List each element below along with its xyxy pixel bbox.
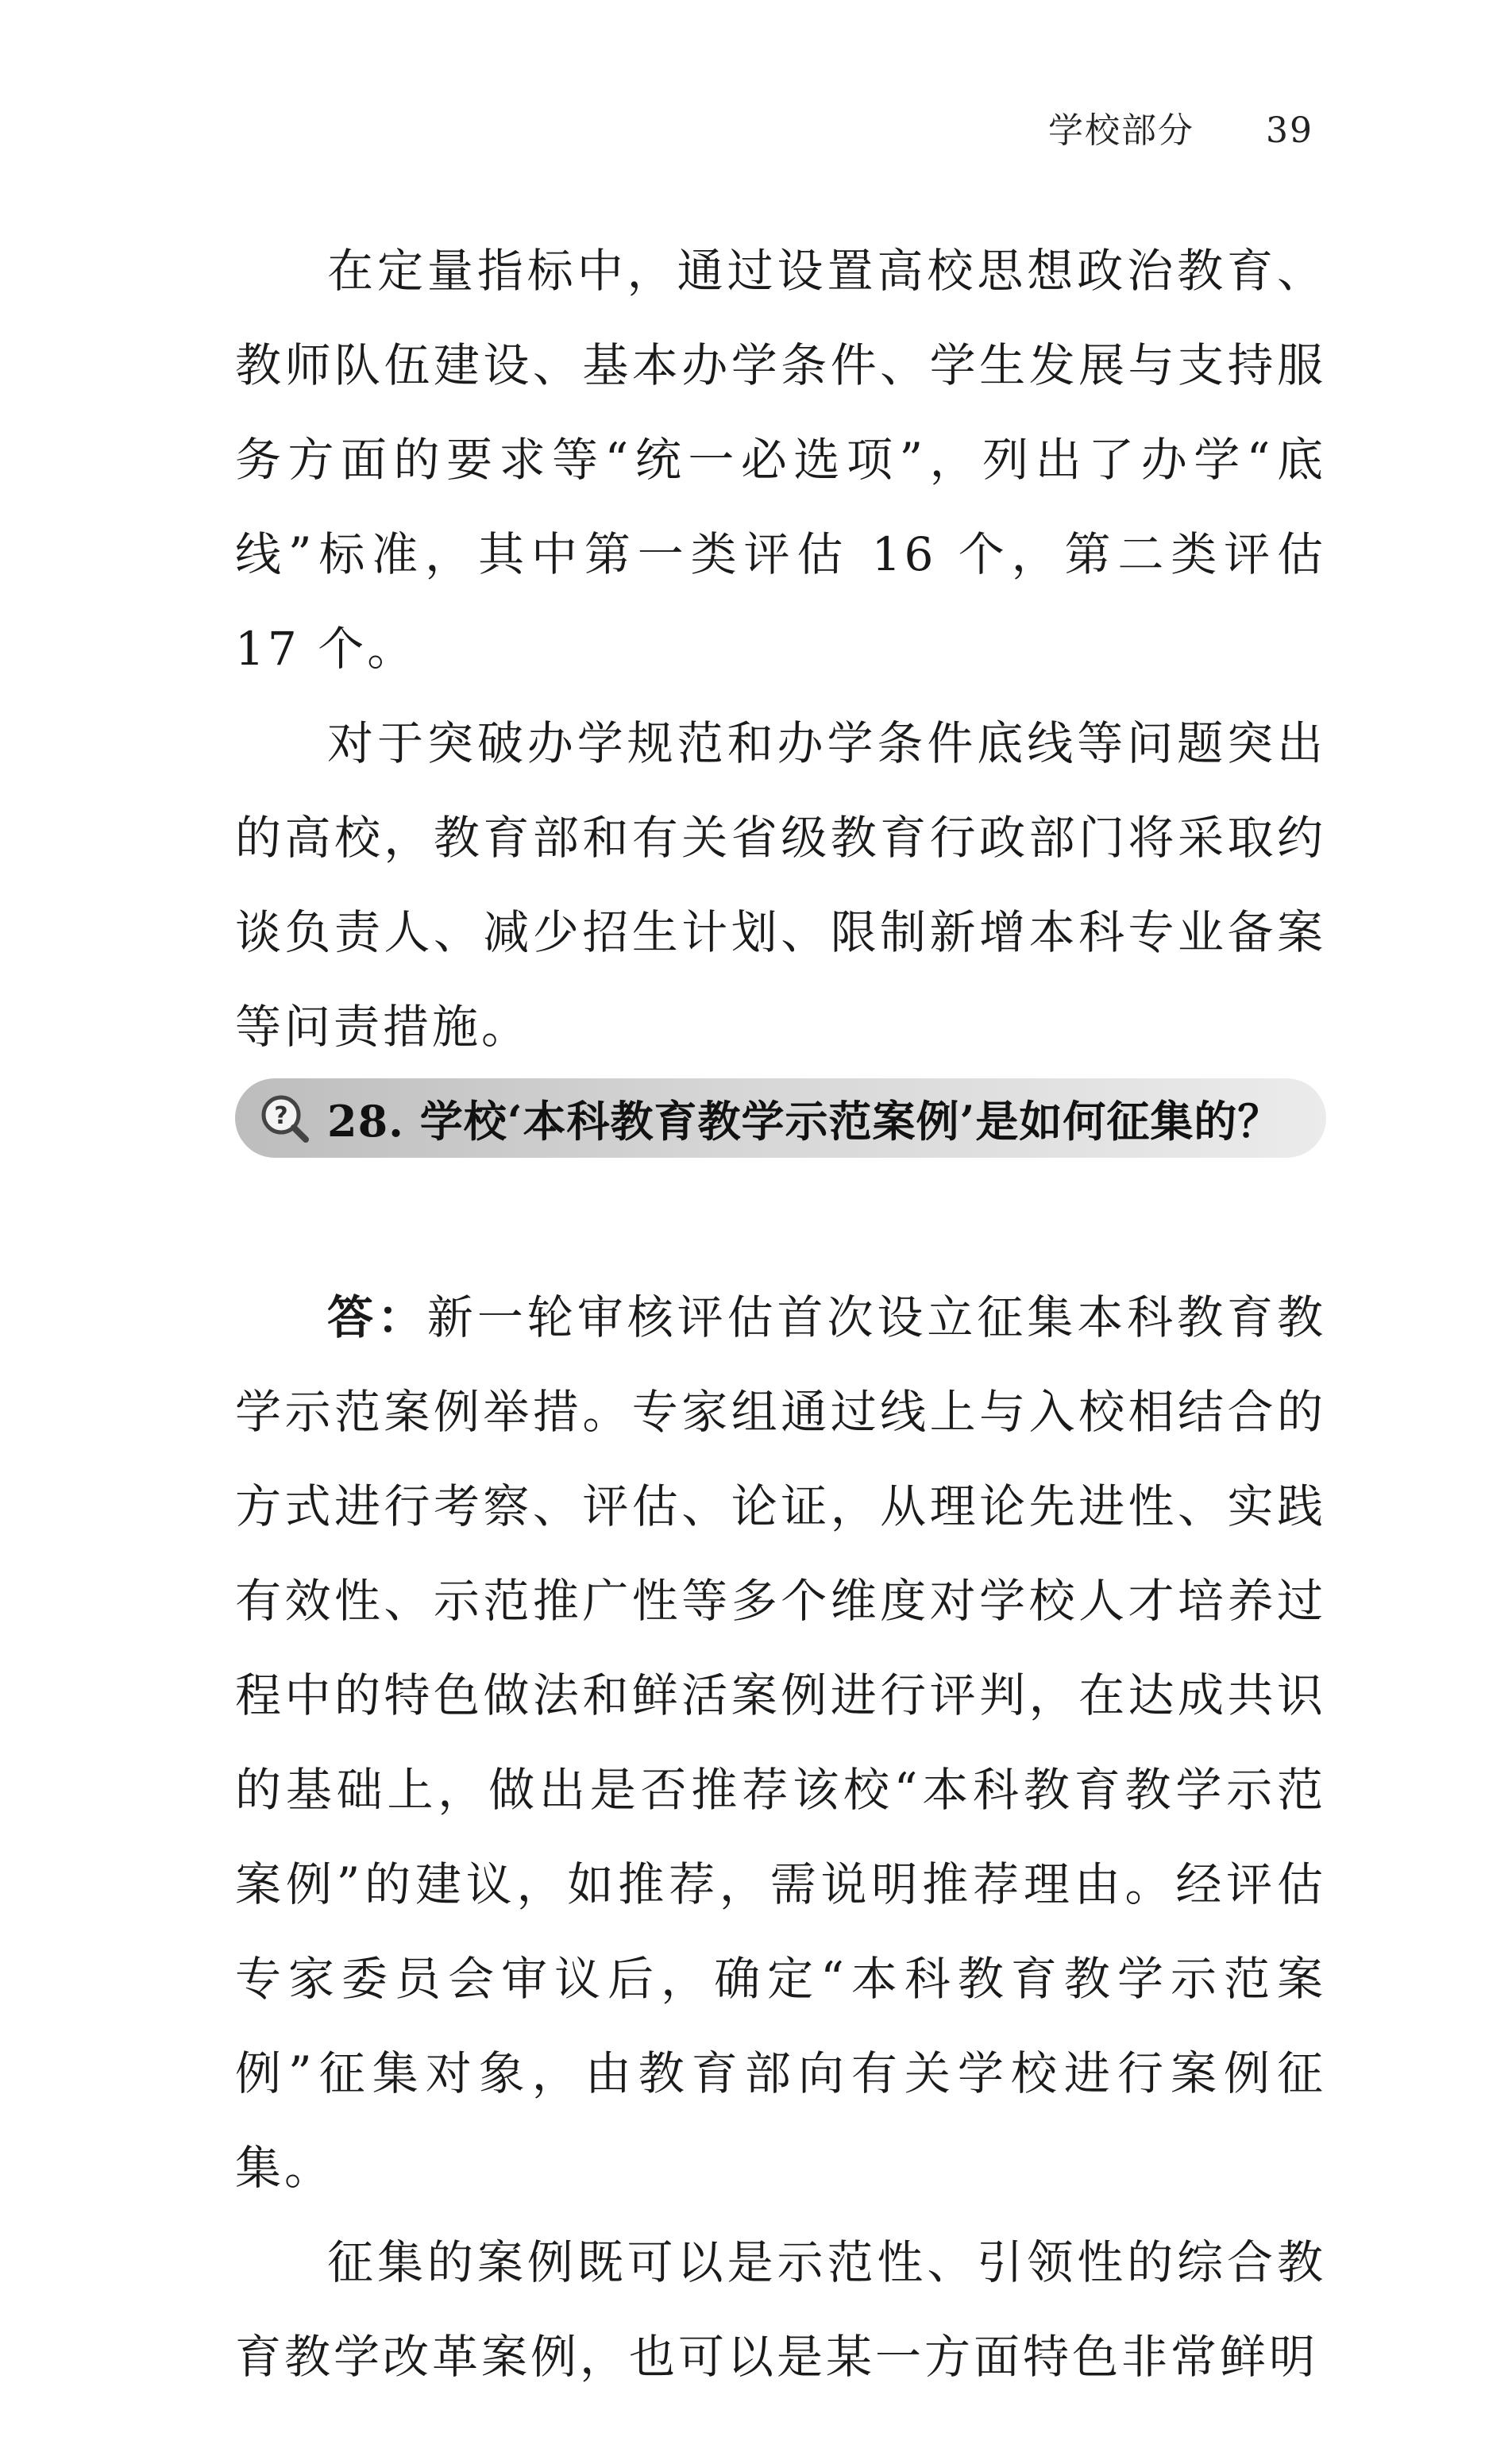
svg-text:?: ? bbox=[274, 1102, 288, 1130]
section-title: 学校部分 bbox=[1048, 110, 1194, 151]
body-text-top bbox=[235, 224, 1326, 1074]
answer-label: 答： bbox=[327, 1290, 427, 1344]
question-heading bbox=[235, 1078, 1326, 1158]
answer-text: 新一轮审核评估首次设立征集本科教育教学示范案例举措。专家组通过线上与入校相结合的方式进行考察、评估、论证，从理论先进性、实践有效性、示范推广性等多个维度对学校人才培养过程中的特色做法和鲜活案例进行评判，在达成共识的基础上，做出是否推荐该校“本科教育教学示范案例”的建议，如推荐，需说明推荐理由。经评估专家委员会审议后，确定“本科教育教学示范案例”征集对象，由教育部向有关学校进行案例征集。 bbox=[235, 1290, 1326, 2195]
body-text-bottom bbox=[235, 1271, 1326, 2404]
page-number: 39 bbox=[1266, 110, 1313, 151]
running-header bbox=[1048, 102, 1313, 152]
paragraph: 征集的案例既可以是示范性、引领性的综合教育教学改革案例，也可以是某一方面特色非常鲜明 bbox=[235, 2235, 1326, 2384]
question-text: 28. 学校‘本科教育教学示范案例’是如何征集的？ bbox=[327, 1095, 1282, 1147]
answer-paragraph bbox=[235, 1271, 1326, 2215]
paragraph: 对于突破办学规范和办学条件底线等问题突出的高校，教育部和有关省级教育行政部门将采取约谈负责人、减少招生计划、限制新增本科专业备案等问责措施。 bbox=[235, 716, 1326, 1054]
paragraph: 在定量指标中，通过设置高校思想政治教育、教师队伍建设、基本办学条件、学生发展与支持服务方面的要求等“统一必选项”，列出了办学“底线”标准，其中第一类评估 16 个，第二类评估 17 个。 bbox=[235, 244, 1326, 676]
question-magnifier-icon bbox=[259, 1093, 310, 1143]
